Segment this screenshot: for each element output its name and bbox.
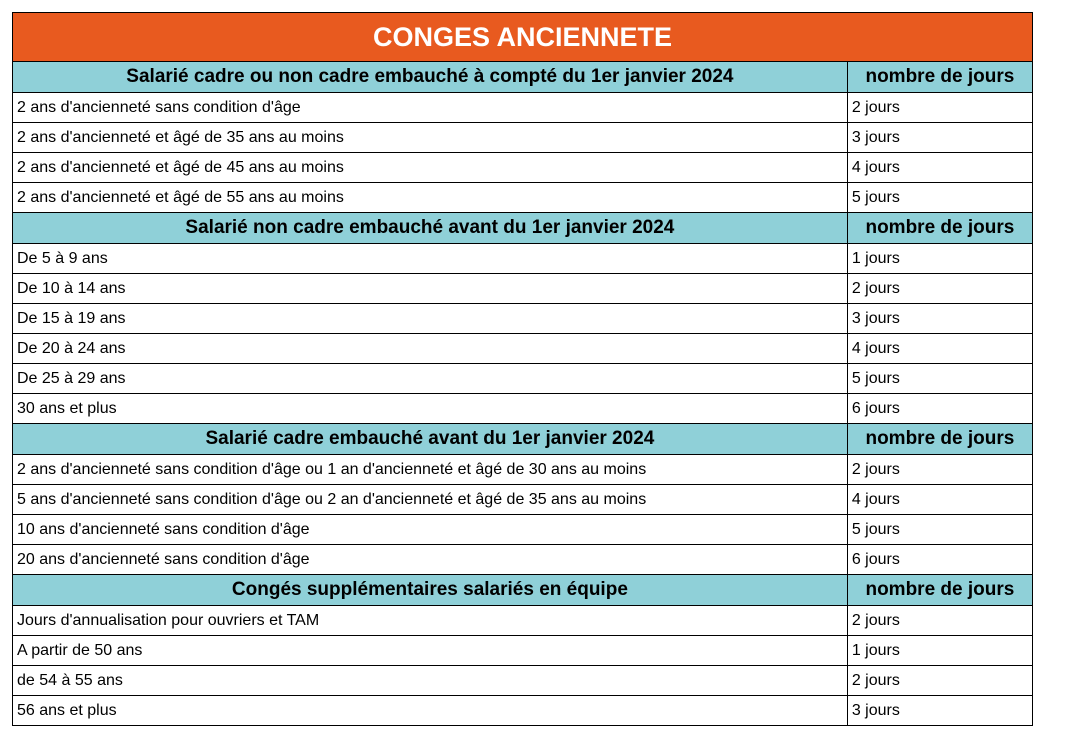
section-header-row: [13, 575, 1033, 606]
days-cell[interactable]: 6 jours: [847, 394, 1032, 424]
condition-cell[interactable]: A partir de 50 ans: [13, 636, 848, 666]
condition-cell[interactable]: De 5 à 9 ans: [13, 244, 848, 274]
days-cell[interactable]: 4 jours: [847, 334, 1032, 364]
table-row: [13, 666, 1033, 696]
condition-cell[interactable]: de 54 à 55 ans: [13, 666, 848, 696]
table-row: [13, 153, 1033, 183]
days-cell[interactable]: 2 jours: [847, 274, 1032, 304]
table-row: [13, 545, 1033, 575]
days-cell[interactable]: 2 jours: [847, 666, 1032, 696]
days-column-header[interactable]: nombre de jours: [847, 213, 1032, 244]
table-row: [13, 394, 1033, 424]
table-row: [13, 636, 1033, 666]
days-column-header[interactable]: nombre de jours: [847, 575, 1032, 606]
days-cell[interactable]: 1 jours: [847, 244, 1032, 274]
condition-cell[interactable]: 2 ans d'ancienneté sans condition d'âge: [13, 93, 848, 123]
table-body: [13, 13, 1033, 726]
table-title[interactable]: CONGES ANCIENNETE: [13, 13, 1033, 62]
table-row: [13, 364, 1033, 394]
days-cell[interactable]: 5 jours: [847, 364, 1032, 394]
condition-cell[interactable]: 2 ans d'ancienneté et âgé de 45 ans au moins: [13, 153, 848, 183]
condition-cell[interactable]: 2 ans d'ancienneté et âgé de 55 ans au moins: [13, 183, 848, 213]
section-heading[interactable]: Salarié non cadre embauché avant du 1er janvier 2024: [13, 213, 848, 244]
section-heading[interactable]: Congés supplémentaires salariés en équipe: [13, 575, 848, 606]
table-row: [13, 93, 1033, 123]
section-heading[interactable]: Salarié cadre ou non cadre embauché à compté du 1er janvier 2024: [13, 62, 848, 93]
table-row: [13, 274, 1033, 304]
days-cell[interactable]: 2 jours: [847, 455, 1032, 485]
table-row: [13, 606, 1033, 636]
days-cell[interactable]: 3 jours: [847, 304, 1032, 334]
condition-cell[interactable]: De 15 à 19 ans: [13, 304, 848, 334]
table-row: [13, 244, 1033, 274]
days-column-header[interactable]: nombre de jours: [847, 62, 1032, 93]
table-row: [13, 515, 1033, 545]
days-cell[interactable]: 3 jours: [847, 123, 1032, 153]
section-header-row: [13, 213, 1033, 244]
days-cell[interactable]: 4 jours: [847, 153, 1032, 183]
condition-cell[interactable]: 56 ans et plus: [13, 696, 848, 726]
condition-cell[interactable]: 5 ans d'ancienneté sans condition d'âge ou 2 an d'ancienneté et âgé de 35 ans au moins: [13, 485, 848, 515]
condition-cell[interactable]: De 25 à 29 ans: [13, 364, 848, 394]
table-row: [13, 485, 1033, 515]
section-heading[interactable]: Salarié cadre embauché avant du 1er janvier 2024: [13, 424, 848, 455]
table-row: [13, 696, 1033, 726]
table-row: [13, 123, 1033, 153]
days-column-header[interactable]: nombre de jours: [847, 424, 1032, 455]
days-cell[interactable]: 2 jours: [847, 93, 1032, 123]
title-row: [13, 13, 1033, 62]
days-cell[interactable]: 2 jours: [847, 606, 1032, 636]
table-row: [13, 183, 1033, 213]
condition-cell[interactable]: 30 ans et plus: [13, 394, 848, 424]
days-cell[interactable]: 6 jours: [847, 545, 1032, 575]
days-cell[interactable]: 1 jours: [847, 636, 1032, 666]
condition-cell[interactable]: 10 ans d'ancienneté sans condition d'âge: [13, 515, 848, 545]
condition-cell[interactable]: De 20 à 24 ans: [13, 334, 848, 364]
section-header-row: [13, 424, 1033, 455]
table-row: [13, 304, 1033, 334]
condition-cell[interactable]: De 10 à 14 ans: [13, 274, 848, 304]
condition-cell[interactable]: 20 ans d'ancienneté sans condition d'âge: [13, 545, 848, 575]
days-cell[interactable]: 4 jours: [847, 485, 1032, 515]
days-cell[interactable]: 5 jours: [847, 515, 1032, 545]
conges-table: [12, 12, 1033, 726]
table-row: [13, 455, 1033, 485]
table-row: [13, 334, 1033, 364]
condition-cell[interactable]: 2 ans d'ancienneté et âgé de 35 ans au moins: [13, 123, 848, 153]
section-header-row: [13, 62, 1033, 93]
days-cell[interactable]: 5 jours: [847, 183, 1032, 213]
days-cell[interactable]: 3 jours: [847, 696, 1032, 726]
condition-cell[interactable]: Jours d'annualisation pour ouvriers et TAM: [13, 606, 848, 636]
condition-cell[interactable]: 2 ans d'ancienneté sans condition d'âge ou 1 an d'ancienneté et âgé de 30 ans au moins: [13, 455, 848, 485]
